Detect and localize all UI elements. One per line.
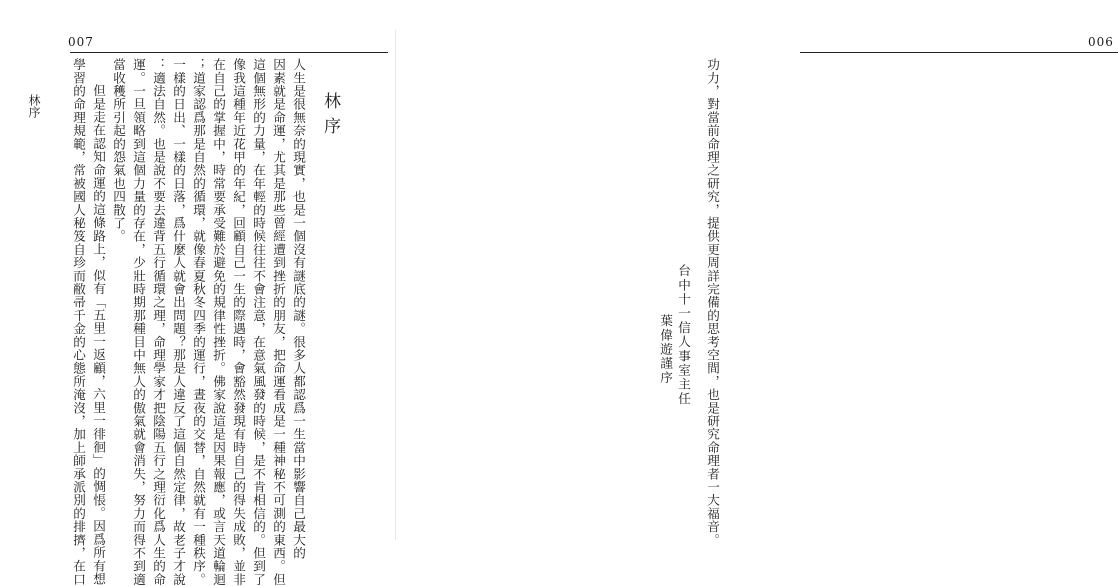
page-number-left: 007 [68,35,94,49]
body-column: 因素就是命運，尤其是那些曾經遭到挫折的朋友，把命運看成是一種神秘不可測的東西。但 [271,58,286,586]
body-column: 學習的命理規範，常被國人秘笈自珍而敝帚千金的心態所淹沒，加上師承派別的排擠，在口 [71,58,86,586]
body-column: 在自己的掌握中，時常要承受難於避免的規律性挫折。佛家說這是因果報應，或言天道輪迴 [211,58,226,586]
running-head: 林序 [27,94,41,118]
body-column: ；道家認爲那是自然的循環，就像春夏秋冬四季的運行，晝夜的交替，自然就有一種秩序。 [191,58,206,586]
body-column: 當收穫所引起的怨氣也四散了。 [111,58,126,243]
body-column: 運。一旦領略到這個力量的存在，少壯時期那種目中無人的傲氣就會消失，努力而得不到適 [131,58,146,586]
body-column: 功力，對當前命理之研究，提供更周詳完備的思考空間，也是研究命理者一大福音。 [705,58,720,547]
section-title: 林序 [320,92,340,142]
right-page [396,0,1114,573]
body-column: 一樣的日出、一樣的日落，爲什麼人就會出問題？那是人違反了這個自然定律，故老子才說 [171,58,186,586]
header-rule-left [70,52,388,53]
body-column: 但是走在認知命運的這條路上，似有「五里一返顧，六里一徘徊」的惆悵。因爲所有想 [91,84,106,586]
body-column: ：適法自然。也是說不要去違背五行循環之理，命理學家才把陰陽五行之理衍化爲人生的命 [151,58,166,586]
body-column: 這個無形的力量，在年輕的時候往往不會注意，在意氣風發的時候，是不肯相信的。但到了 [251,58,266,586]
page-number-right: 006 [1088,35,1114,49]
signature-title: 台中十一信人事室主任 [676,264,691,406]
header-rule-right [800,52,1118,53]
body-column: 像我這種年近花甲的年紀，回顧自己一生的際遇時，會豁然發現有時自己的得失成敗，並非 [231,58,246,586]
left-page [0,0,396,586]
signature-name: 葉偉遊謹序 [658,314,673,385]
body-column: 人生是很無奈的現實，也是一個沒有謎底的謎。很多人都認爲一生當中影響自己最大的 [291,58,306,560]
